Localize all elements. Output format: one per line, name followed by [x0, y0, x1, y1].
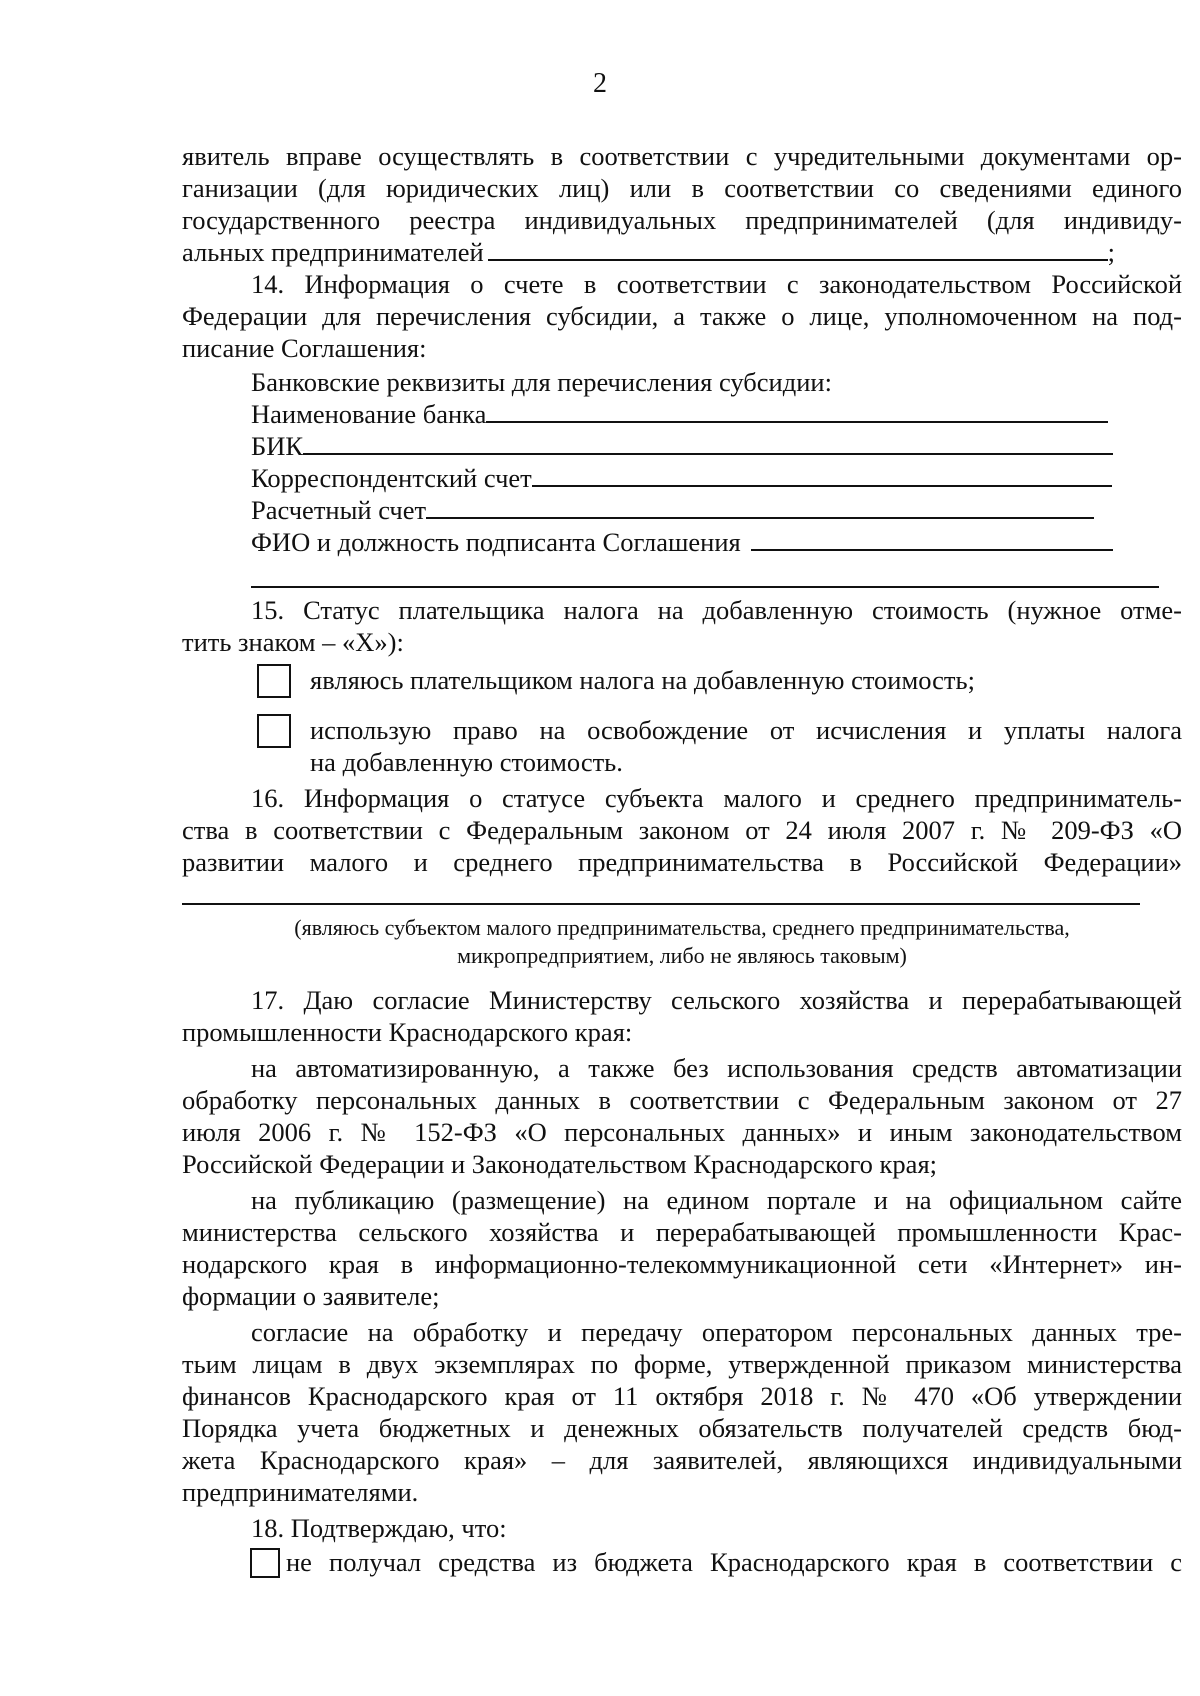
vat-payer-checkbox[interactable] — [257, 664, 291, 698]
settlement-account-label: Расчетный счет — [251, 495, 427, 525]
corr-account-label: Корреспондентский счет — [251, 463, 532, 493]
para17-line6: Российской Федерации и Законодательством Краснодарского края; — [182, 1149, 937, 1179]
bank-name-label: Наименование банка — [251, 399, 487, 429]
bank-name-field[interactable] — [486, 421, 1108, 423]
sme-status-note-line1: (являюсь субъектом малого предпринимательства, среднего предпринимательства, — [294, 915, 1070, 940]
para15-line2: тить знаком – «Х»): — [182, 627, 404, 657]
para17-line16: предпринимателями. — [182, 1477, 419, 1507]
bik-label: БИК — [251, 431, 304, 461]
para14-line3: писание Соглашения: — [182, 333, 427, 363]
para17-line12: тьим лицам в двух экземплярах по форме, утвержденной приказом министерства — [182, 1349, 1182, 1379]
para17-line13: финансов Краснодарского края от 11 октября 2018 г. № 470 «Об утверждении — [182, 1381, 1182, 1411]
para17-line4: обработку персональных данных в соответствии с Федеральным законом от 27 — [182, 1085, 1182, 1115]
vat-exempt-checkbox[interactable] — [257, 714, 291, 748]
para16-line3: развитии малого и среднего предпринимательства в Российской Федерации» — [182, 847, 1182, 877]
vat-exempt-option-line2: на добавленную стоимость. — [310, 747, 623, 777]
para16-line1: 16. Информация о статусе субъекта малого и среднего предприниматель- — [251, 783, 1182, 813]
no-budget-funds-option: не получал средства из бюджета Краснодарского края в соответствии с — [286, 1547, 1182, 1577]
signatory-field-continuation[interactable] — [251, 586, 1159, 588]
settlement-account-field[interactable] — [426, 517, 1094, 519]
para17-line7: на публикацию (размещение) на едином портале и на официальном сайте — [251, 1185, 1182, 1215]
bik-field[interactable] — [303, 453, 1113, 455]
para13-line2: ганизации (для юридических лиц) или в соответствии со сведениями единого — [182, 173, 1182, 203]
para17-line2: промышленности Краснодарского края: — [182, 1017, 633, 1047]
para13-line1: явитель вправе осуществлять в соответствии с учредительными документами ор- — [182, 141, 1182, 171]
para17-line5: июля 2006 г. № 152-ФЗ «О персональных данных» и иным законодательством — [182, 1117, 1182, 1147]
para17-line15: жета Краснодарского края» – для заявителей, являющихся индивидуальными — [182, 1445, 1182, 1475]
no-budget-funds-checkbox[interactable] — [250, 1548, 280, 1578]
para17-line3: на автоматизированную, а также без использования средств автоматизации — [251, 1053, 1182, 1083]
para14-line2: Федерации для перечисления субсидии, а также о лице, уполномоченном на под- — [182, 301, 1182, 331]
signatory-label: ФИО и должность подписанта Соглашения — [251, 527, 741, 557]
bank-heading: Банковские реквизиты для перечисления субсидии: — [251, 367, 832, 397]
para17-line11: согласие на обработку и передачу оператором персональных данных тре- — [251, 1317, 1182, 1347]
para18-line1: 18. Подтверждаю, что: — [251, 1513, 507, 1543]
para13-line4 — [182, 236, 1182, 268]
para13-line4-end: ; — [1107, 237, 1116, 267]
para17-line1: 17. Даю согласие Министерству сельского хозяйства и перерабатывающей — [251, 985, 1182, 1015]
para13-line3: государственного реестра индивидуальных предпринимателей (для индивиду- — [182, 205, 1182, 235]
para17-line10: формации о заявителе; — [182, 1281, 440, 1311]
corr-account-row — [251, 462, 1182, 494]
sme-status-field[interactable] — [182, 903, 1140, 905]
signatory-field[interactable] — [751, 549, 1113, 551]
para17-line8: министерства сельского хозяйства и перерабатывающей промышленности Крас- — [182, 1217, 1182, 1247]
para16-line2: ства в соответствии с Федеральным законом от 24 июля 2007 г. № 209-ФЗ «О — [182, 815, 1182, 845]
sme-status-note-line2: микропредприятием, либо не являюсь таковым) — [457, 943, 907, 968]
signatory-row — [251, 526, 1182, 558]
para17-line14: Порядка учета бюджетных и денежных обязательств получателей средств бюд- — [182, 1413, 1182, 1443]
settlement-account-row — [251, 494, 1182, 526]
vat-exempt-option-line1: использую право на освобождение от исчисления и уплаты налога — [310, 715, 1182, 745]
entrepreneur-fill-line[interactable] — [488, 259, 1108, 261]
para15-line1: 15. Статус плательщика налога на добавленную стоимость (нужное отме- — [251, 595, 1182, 625]
para14-line1: 14. Информация о счете в соответствии с законодательством Российской — [251, 269, 1182, 299]
para17-line9: нодарского края в информационно-телекоммуникационной сети «Интернет» ин- — [182, 1249, 1182, 1279]
corr-account-field[interactable] — [532, 485, 1112, 487]
bank-name-row — [251, 398, 1182, 430]
bik-row — [251, 430, 1182, 462]
vat-payer-option: являюсь плательщиком налога на добавленную стоимость; — [310, 665, 975, 695]
para13-line4-text: альных предпринимателей — [182, 237, 484, 267]
page-number: 2 — [593, 68, 607, 99]
